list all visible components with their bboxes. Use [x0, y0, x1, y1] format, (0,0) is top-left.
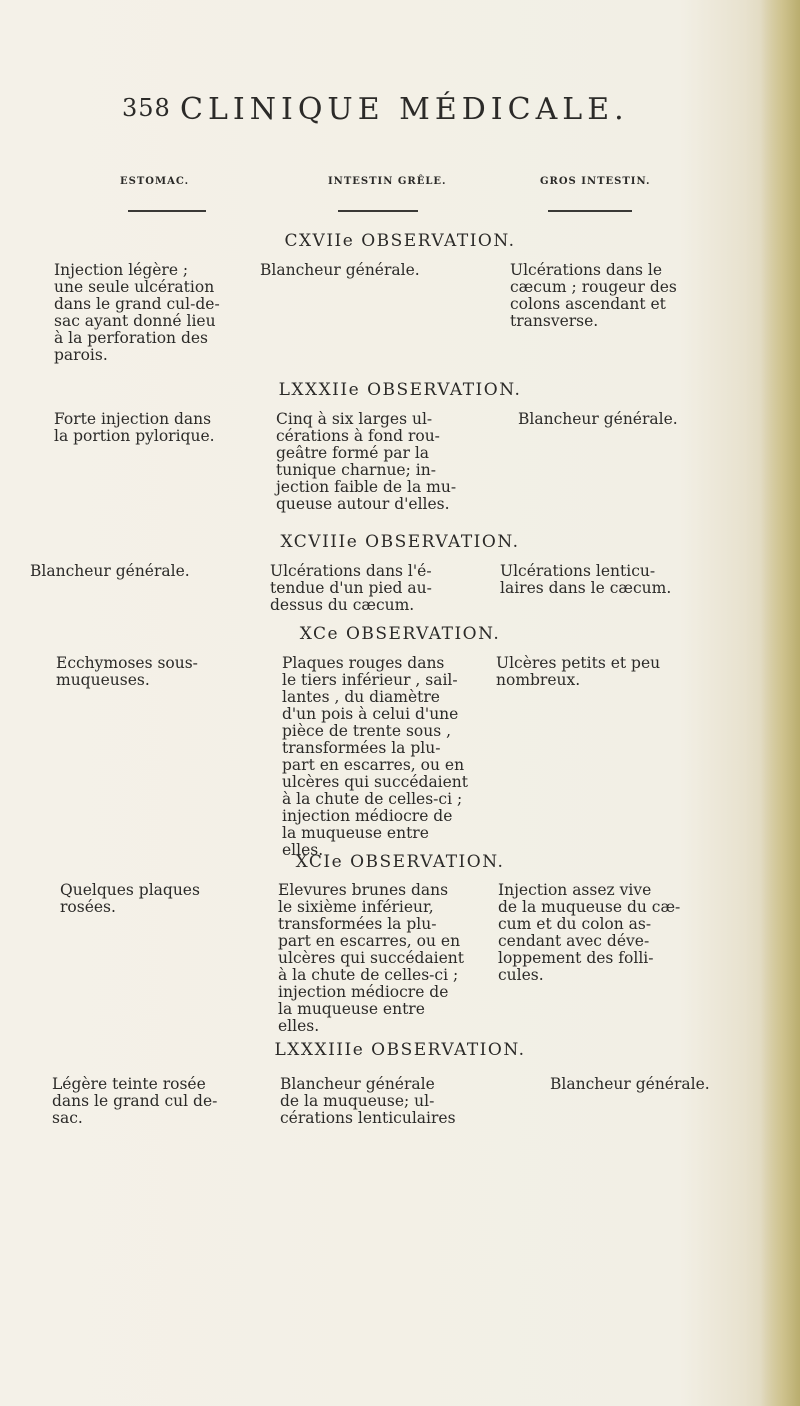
- column-headers: [0, 176, 800, 190]
- column-rule: [548, 210, 632, 212]
- observation-title: LXXXIIe OBSERVATION.: [278, 380, 522, 400]
- gros-intestin-entry: Ulcérations dans le cæcum ; rougeur des colons ascendant et transverse.: [510, 261, 677, 330]
- estomac-entry: Ecchymoses sous- muqueuses.: [56, 654, 198, 689]
- page-header: [0, 94, 800, 134]
- page-number: 358: [122, 94, 171, 122]
- intestin-grele-entry: Elevures brunes dans le sixième inférieur, transformées la plu- part en escarres, ou en ulcères qui succédaient à la chute de celles-ci ; injection médiocre de la muqueuse entre elles.: [278, 881, 465, 1035]
- estomac-entry: Quelques plaques rosées.: [60, 881, 200, 916]
- observation-title: XCVIIIe OBSERVATION.: [280, 532, 520, 552]
- intestin-grele-entry: Ulcérations dans l'é- tendue d'un pied au- dessus du cæcum.: [270, 562, 432, 614]
- observation-title: LXXXIIIe OBSERVATION.: [274, 1040, 526, 1060]
- running-title: CLINIQUE MÉDICALE.: [180, 92, 629, 127]
- gros-intestin-entry: Blancheur générale.: [518, 410, 678, 428]
- column-header-gros-intestin: GROS INTESTIN.: [540, 176, 651, 187]
- intestin-grele-entry: Blancheur générale de la muqueuse; ul- cérations lenticulaires: [280, 1075, 456, 1127]
- gros-intestin-entry: Injection assez vive de la muqueuse du cæ- cum et du colon as- cendant avec déve- loppement des folli- cules.: [498, 881, 681, 984]
- gros-intestin-entry: Blancheur générale.: [550, 1075, 710, 1093]
- intestin-grele-entry: Plaques rouges dans le tiers inférieur , sail- lantes , du diamètre d'un pois à celui d'une pièce de trente sous , transformées la plu- part en escarres, ou en ulcères qui succédaient à la chute de celles-ci ; injection médiocre de la muqueuse entre elles.: [282, 654, 469, 859]
- observation-title: CXVIIe OBSERVATION.: [284, 231, 516, 251]
- intestin-grele-entry: Cinq à six larges ul- cérations à fond rou- geâtre formé par la tunique charnue; in- jection faible de la mu- queuse autour d'elles.: [276, 410, 457, 513]
- observation-title: XCe OBSERVATION.: [299, 624, 501, 644]
- estomac-entry: Blancheur générale.: [30, 562, 190, 580]
- column-header-intestin-grele: INTESTIN GRÊLE.: [328, 176, 447, 187]
- estomac-entry: Injection légère ; une seule ulcération dans le grand cul-de- sac ayant donné lieu à la perforation des parois.: [54, 261, 220, 364]
- gros-intestin-entry: Ulcères petits et peu nombreux.: [496, 654, 661, 689]
- column-rule: [128, 210, 206, 212]
- gros-intestin-entry: Ulcérations lenticu- laires dans le cæcum.: [500, 562, 672, 597]
- estomac-entry: Forte injection dans la portion pylorique.: [54, 410, 215, 445]
- estomac-entry: Légère teinte rosée dans le grand cul de- sac.: [52, 1075, 218, 1127]
- observation-title: XCIe OBSERVATION.: [295, 852, 505, 872]
- page-edge-shadow: [760, 0, 800, 1406]
- intestin-grele-entry: Blancheur générale.: [260, 261, 420, 279]
- column-header-estomac: ESTOMAC.: [120, 176, 190, 187]
- column-rule: [338, 210, 418, 212]
